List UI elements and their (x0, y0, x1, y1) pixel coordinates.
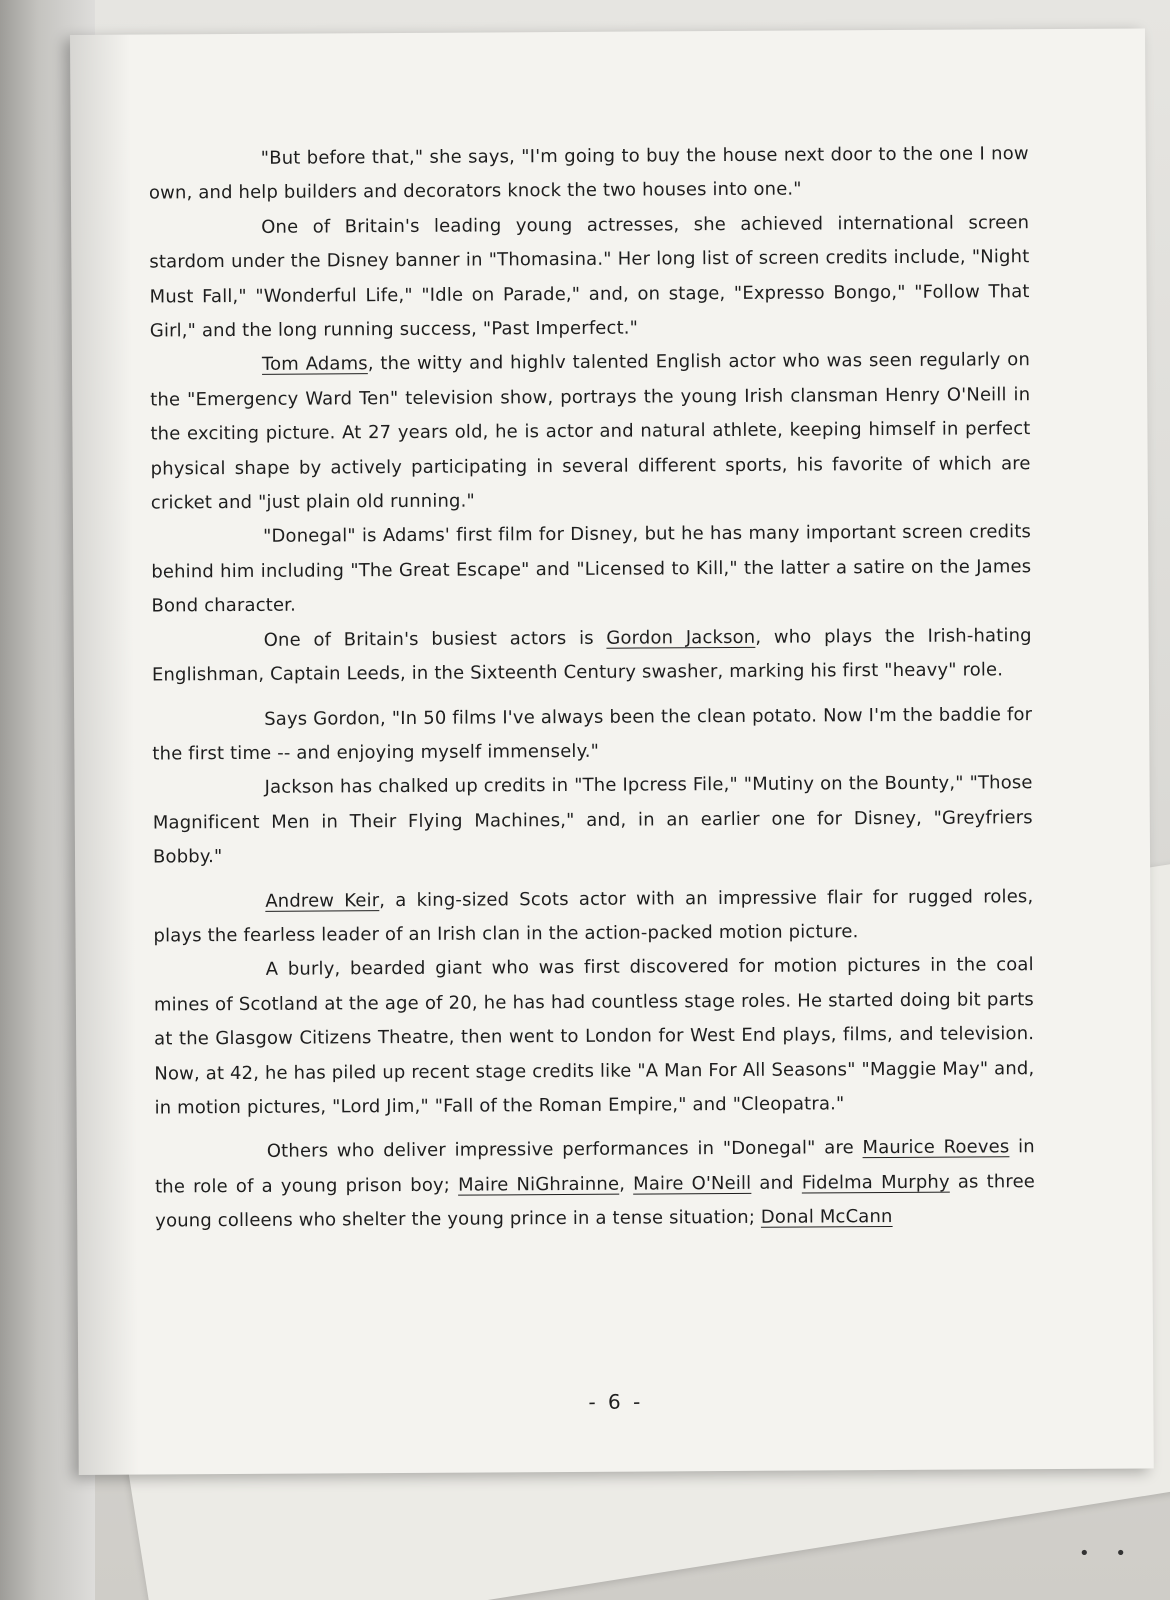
paragraph (153, 880, 1033, 954)
paragraph (152, 698, 1032, 772)
page-shadow (70, 35, 139, 1475)
paragraph (153, 766, 1034, 875)
text-segment: in the role of a young prison boy; (154, 1136, 1035, 1198)
text-segment: and (751, 1172, 802, 1194)
underlined-name: Maire O'Neill (633, 1172, 752, 1195)
underlined-name: Maire NiGhrainne (457, 1173, 620, 1196)
paragraph (152, 619, 1032, 693)
text-segment: One of Britain's leading young actresses, she achieved international screen stardom under the Disney banner in "Thomasina." Her long list of screen credits include, "Night Must Fall," "Wonderful Life," "Idle on Parade," and, on stage, "Expresso Bongo," "Follow That Girl," and the long running success, "Past Imperfect." (149, 211, 1030, 342)
paragraph (149, 137, 1029, 211)
text-segment: , who plays the Irish-hating Englishman, Captain Leeds, in the Sixteenth Century swasher, marking his first "heavy" role. (151, 624, 1032, 686)
paragraph (149, 206, 1030, 349)
text-segment: A burly, bearded giant who was first discovered for motion pictures in the coal mines of Scotland at the age of 20, he has had countless stage roles. He started doing bit parts at the Glasgow Citizens Theatre, then went to London for West End plays, films, and television. Now, at 42, he has piled up recent stage credits like "A Man For All Seasons" "Maggie May" and, in motion pictures, "Lord Jim," "Fall of the Roman Empire," and "Cleopatra." (153, 954, 1035, 1119)
text-segment: , the witty and highlv talented English actor who was seen regularly on the "Emergency Ward Ten" television show, portrays the young Irish clansman Henry O'Neill in the exciting picture. At 27 years old, he is actor and natural athlete, keeping himself in perfect physical shape by actively participating in several different sports, his favorite of which are cricket and "just plain old running." (150, 349, 1031, 514)
text-segment: One of Britain's busiest actors is (263, 627, 607, 651)
paragraph (151, 516, 1032, 625)
text-segment: Jackson has chalked up credits in "The Ipcress File," "Mutiny on the Bounty," "Those Magnificent Men in Their Flying Machines," and, in an earlier one for Disney, "Greyfriers Bobby." (152, 772, 1033, 868)
underlined-name: Gordon Jackson (606, 626, 756, 649)
text-segment: Says Gordon, "In 50 films I've always been the clean potato. Now I'm the baddie for the first time -- and enjoying myself immensely." (152, 703, 1033, 765)
underlined-name: Tom Adams (261, 353, 368, 376)
underlined-name: Andrew Keir (265, 889, 380, 912)
underlined-name: Maurice Roeves (862, 1136, 1010, 1159)
text-segment: , a king-sized Scots actor with an impressive flair for rugged roles, plays the fearless leader of an Irish clan in the action-packed motion picture. (153, 885, 1034, 947)
text-segment: as three young colleens who shelter the young prince in a tense situation; (155, 1170, 1036, 1232)
underlined-name: Donal McCann (760, 1206, 893, 1228)
text-segment: "But before that," she says, "I'm going to buy the house next door to the one I now own, and help builders and decorators knock the two houses into one." (148, 143, 1029, 204)
page-number: - 6 - (588, 1389, 644, 1414)
text-segment: , (619, 1173, 634, 1195)
paragraph (154, 948, 1035, 1125)
body-text (149, 137, 1036, 1239)
paragraph (155, 1131, 1036, 1240)
paragraph (150, 344, 1031, 521)
text-segment: "Donegal" is Adams' first film for Disney, but he has many important screen credits behind him including "The Great Escape" and "Licensed to Kill," the latter a satire on the James Bond character. (151, 521, 1032, 617)
text-segment: Others who deliver impressive performances in "Donegal" are (266, 1137, 863, 1163)
margin-dots: • • (1079, 1543, 1136, 1564)
document-page (70, 28, 1154, 1475)
underlined-name: Fidelma Murphy (801, 1171, 950, 1194)
